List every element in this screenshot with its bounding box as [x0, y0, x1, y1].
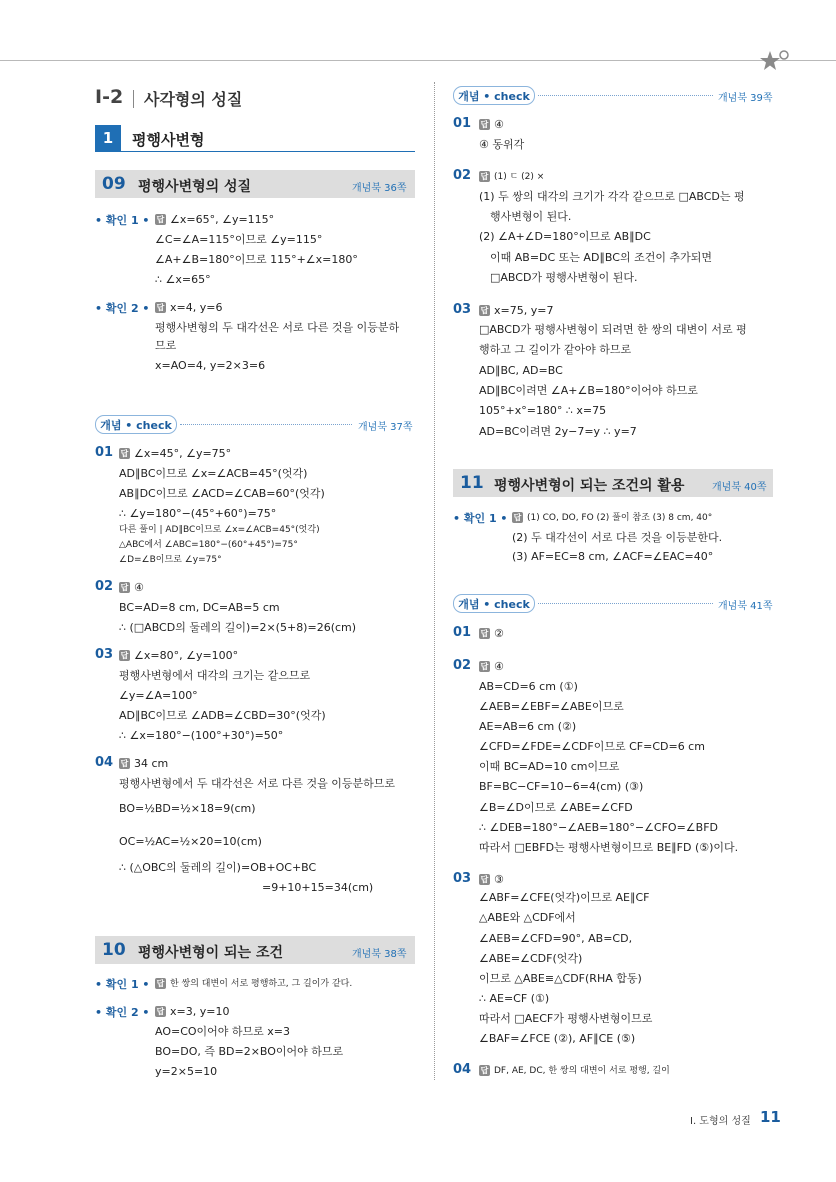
solution-line: BF=BC−CF=10−6=4(cm) (③) [479, 780, 644, 793]
page-number: 11 [760, 1108, 781, 1126]
solution-line: (2) 두 대각선이 서로 다른 것을 이등분한다. [512, 531, 723, 544]
answer-line: (1) CO, DO, FO (2) 풀이 참조 (3) 8 cm, 40° [527, 513, 713, 523]
solution-line: 따라서 □EBFD는 평행사변형이므로 BE∥FD (⑤)이다. [479, 841, 739, 854]
alt-solution-line: 다른 풀이 | AD∥BC이므로 ∠x=∠ACB=45°(엇각) [119, 525, 320, 535]
answer-line: ∠x=45°, ∠y=75° [134, 447, 232, 460]
concept-check-label: 개념 • check [95, 415, 177, 434]
solution-line: BO=DO, 즉 BD=2×BO이어야 하므로 [155, 1045, 344, 1058]
solution-line: 따라서 □AECF가 평행사변형이므로 [479, 1012, 653, 1025]
solution-line: ∴ (□ABCD의 둘레의 길이)=2×(5+8)=26(cm) [119, 621, 357, 634]
topic-number: 10 [102, 940, 126, 960]
answer-line: ④ [134, 581, 144, 594]
solution-line: BC=AD=8 cm, DC=AB=5 cm [119, 601, 280, 614]
topic-title: 평행사변형이 되는 조건의 활용 [494, 478, 685, 494]
answer-line: x=75, y=7 [494, 304, 554, 317]
top-rule [0, 60, 836, 61]
concept-check-label: 개념 • check [453, 594, 535, 613]
answer-badge: 답 [120, 449, 129, 458]
answer-line: ④ [494, 660, 504, 673]
solution-line: AD∥BC이므로 ∠ADB=∠CBD=30°(엇각) [119, 709, 326, 722]
answer-line: x=3, y=10 [170, 1005, 230, 1018]
chapter-underline [95, 151, 415, 152]
answer-badge: 답 [480, 875, 489, 884]
answer-line: ③ [494, 873, 504, 886]
solution-line: ∴ (△OBC의 둘레의 길이)=OB+OC+BC [119, 861, 317, 874]
solution-line: 이때 AB=DC 또는 AD∥BC의 조건이 추가되면 [490, 251, 712, 264]
solution-line: ∠ABF=∠CFE(엇각)이므로 AE∥CF [479, 891, 650, 904]
check2-label: • 확인 2 • [95, 302, 150, 315]
concept-check-ref: 개념북 41쪽 [718, 601, 773, 612]
concept-check-dotline [538, 603, 713, 604]
solution-line: ∴ ∠DEB=180°−∠AEB=180°−∠CFO=∠BFD [479, 821, 719, 834]
question-number: 02 [453, 168, 472, 183]
question-number: 02 [95, 579, 114, 594]
answer-line: x=4, y=6 [170, 301, 223, 314]
answer-line: ② [494, 627, 504, 640]
solution-line: 행하고 그 길이가 같아야 하므로 [479, 343, 632, 356]
topic-title: 평행사변형의 성질 [138, 179, 252, 195]
answer-badge: 답 [480, 662, 489, 671]
solution-line: ∴ AE=CF (①) [479, 992, 550, 1005]
solution-line: ∠A+∠B=180°이므로 115°+∠x=180° [155, 253, 358, 266]
concept-check-ref: 개념북 39쪽 [718, 93, 773, 104]
solution-line: y=2×5=10 [155, 1065, 218, 1078]
concept-check-dotline [538, 95, 713, 96]
solution-line: 므로 [155, 339, 177, 352]
solution-line: ∠CFD=∠FDE=∠CDF이므로 CF=CD=6 cm [479, 740, 705, 753]
answer-badge: 답 [120, 583, 129, 592]
question-number: 03 [453, 871, 472, 886]
question-number: 03 [453, 302, 472, 317]
question-number: 01 [453, 625, 472, 640]
topic-number: 09 [102, 174, 126, 194]
solution-line: □ABCD가 평행사변형이 되려면 한 쌍의 대변이 서로 평 [479, 323, 747, 336]
chapter-number: 1 [95, 125, 121, 151]
solution-line: ∴ ∠x=180°−(100°+30°)=50° [119, 729, 284, 742]
solution-line: 평행사변형에서 대각의 크기는 같으므로 [119, 669, 311, 682]
solution-line: ∠y=∠A=100° [119, 689, 198, 702]
section-code: Ⅰ-2 [95, 86, 124, 108]
answer-line: ∠x=80°, ∠y=100° [134, 649, 239, 662]
answer-badge: 답 [480, 1066, 489, 1075]
chapter-title: 평행사변형 [132, 131, 205, 149]
answer-badge: 답 [480, 629, 489, 638]
check1-label: • 확인 1 • [95, 214, 150, 227]
answer-line: 34 cm [134, 757, 169, 770]
answer-line: 한 쌍의 대변이 서로 평행하고, 그 길이가 같다. [170, 979, 353, 989]
column-divider [434, 82, 435, 1080]
solution-line: 평행사변형의 두 대각선은 서로 다른 것을 이등분하 [155, 321, 400, 334]
topic-ref: 개념북 36쪽 [352, 183, 407, 194]
solution-line: ∠C=∠A=115°이므로 ∠y=115° [155, 233, 323, 246]
solution-line: (2) ∠A+∠D=180°이므로 AB∥DC [479, 230, 651, 243]
topic-title: 평행사변형이 되는 조건 [138, 945, 283, 961]
answer-badge: 답 [513, 513, 522, 522]
concept-check-label: 개념 • check [453, 86, 535, 105]
solution-line: OC=½AC=½×20=10(cm) [119, 835, 262, 848]
solution-line: (1) 두 쌍의 대각의 크기가 각각 같으므로 □ABCD는 평 [479, 190, 745, 203]
solution-line: AO=CO이어야 하므로 x=3 [155, 1025, 291, 1038]
concept-check-dotline [180, 424, 352, 425]
solution-line: ∠AEB=∠EBF=∠ABE이므로 [479, 700, 624, 713]
solution-line: ∠ABE=∠CDF(엇각) [479, 952, 583, 965]
solution-line: AD∥BC이므로 ∠x=∠ACB=45°(엇각) [119, 467, 308, 480]
star-icon [760, 48, 790, 74]
answer-badge: 답 [156, 979, 165, 988]
solution-line: BO=½BD=½×18=9(cm) [119, 802, 256, 815]
question-number: 01 [95, 445, 114, 460]
solution-line: ∠AEB=∠CFD=90°, AB=CD, [479, 932, 633, 945]
solution-line: ∴ ∠x=65° [155, 273, 211, 286]
answer-line: ∠x=65°, ∠y=115° [170, 213, 275, 226]
solution-line: AD=BC이려면 2y−7=y ∴ y=7 [479, 425, 637, 438]
answer-line: DF, AE, DC, 한 쌍의 대변이 서로 평행, 길이 [494, 1066, 670, 1076]
question-number: 02 [453, 658, 472, 673]
answer-badge: 답 [156, 303, 165, 312]
solution-line: ∠B=∠D이므로 ∠ABE=∠CFD [479, 801, 633, 814]
solution-line: AB=CD=6 cm (①) [479, 680, 578, 693]
solution-line: AD∥BC이려면 ∠A+∠B=180°이어야 하므로 [479, 384, 698, 397]
question-number: 04 [453, 1062, 472, 1077]
topic-ref: 개념북 40쪽 [712, 482, 767, 493]
question-number: 01 [453, 116, 472, 131]
topic-number: 11 [460, 473, 484, 493]
concept-check-ref: 개념북 37쪽 [358, 422, 413, 433]
solution-line: ∴ ∠y=180°−(45°+60°)=75° [119, 507, 277, 520]
question-number: 04 [95, 755, 114, 770]
solution-line: ∠BAF=∠FCE (②), AF∥CE (⑤) [479, 1032, 636, 1045]
answer-line: (1) ㄷ (2) × [494, 172, 545, 182]
solution-line: AD∥BC, AD=BC [479, 364, 563, 377]
solution-line: □ABCD가 평행사변형이 된다. [490, 271, 638, 284]
footer-chapter: Ⅰ. 도형의 성질 [690, 1116, 751, 1127]
answer-badge: 답 [120, 651, 129, 660]
answer-badge: 답 [156, 215, 165, 224]
check2-label: • 확인 2 • [95, 1006, 150, 1019]
solution-line: (3) AF=EC=8 cm, ∠ACF=∠EAC=40° [512, 550, 714, 563]
answer-badge: 답 [480, 172, 489, 181]
solution-line: =9+10+15=34(cm) [262, 881, 374, 894]
section-divider [133, 90, 134, 108]
answer-line: ④ [494, 118, 504, 131]
section-title: 사각형의 성질 [144, 90, 243, 109]
topic-ref: 개념북 38쪽 [352, 949, 407, 960]
solution-line: 105°+x°=180° ∴ x=75 [479, 404, 607, 417]
solution-line: 이때 BC=AD=10 cm이므로 [479, 760, 620, 773]
alt-solution-line: △ABC에서 ∠ABC=180°−(60°+45°)=75° [119, 540, 298, 550]
answer-badge: 답 [120, 759, 129, 768]
solution-line: △ABE와 △CDF에서 [479, 911, 576, 924]
solution-line: 행사변형이 된다. [490, 210, 572, 223]
question-number: 03 [95, 647, 114, 662]
alt-solution-line: ∠D=∠B이므로 ∠y=75° [119, 555, 222, 565]
answer-badge: 답 [156, 1007, 165, 1016]
solution-line: AE=AB=6 cm (②) [479, 720, 577, 733]
check1-label: • 확인 1 • [453, 512, 508, 525]
solution-line: 이므로 △ABE≡△CDF(RHA 합동) [479, 972, 642, 985]
solution-line: AB∥DC이므로 ∠ACD=∠CAB=60°(엇각) [119, 487, 325, 500]
solution-line: x=AO=4, y=2×3=6 [155, 359, 266, 372]
solution-line: 평행사변형에서 두 대각선은 서로 다른 것을 이등분하므로 [119, 777, 396, 790]
answer-badge: 답 [480, 120, 489, 129]
check1-label: • 확인 1 • [95, 978, 150, 991]
answer-badge: 답 [480, 306, 489, 315]
solution-line: ④ 동위각 [479, 138, 525, 151]
